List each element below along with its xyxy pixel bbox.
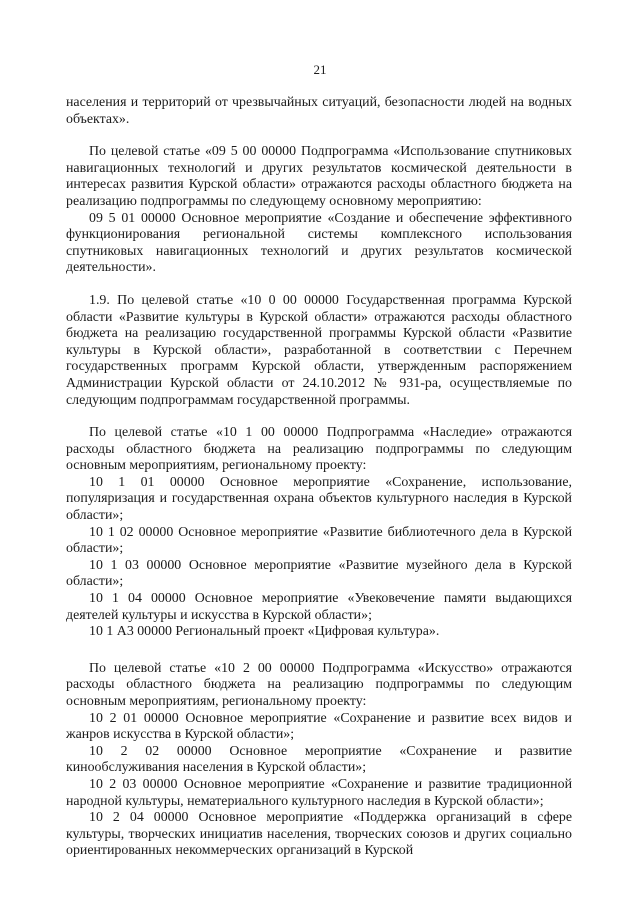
paragraph-11: По целевой статье «10 2 00 00000 Подпрограмма «Искусство» отражаются расходы областного бюджета на реализацию подпрограммы по следующим основным мероприятиям, региональному проекту: [66, 660, 572, 709]
paragraph-15: 10 2 04 00000 Основное мероприятие «Поддержка организаций в сфере культуры, творческих инициатив населения, творческих союзов и других социально ориентированных некоммерческих организаций в Курской [66, 810, 572, 859]
paragraph-3: 09 5 01 00000 Основное мероприятие «Создание и обеспечение эффективного функционирования региональной системы комплексного использования спутниковых навигационных технологий и других результатов космической деятельности». [66, 210, 572, 276]
paragraph-5: По целевой статье «10 1 00 00000 Подпрограмма «Наследие» отражаются расходы областного бюджета на реализацию подпрограммы по следующим основным мероприятиям, региональному проекту: [66, 425, 572, 474]
paragraph-12: 10 2 01 00000 Основное мероприятие «Сохранение и развитие всех видов и жанров искусства в Курской области»; [66, 710, 572, 743]
paragraph-9: 10 1 04 00000 Основное мероприятие «Увековечение памяти выдающихся деятелей культуры и искусства в Курской области»; [66, 591, 572, 623]
paragraph-4: 1.9. По целевой статье «10 0 00 00000 Государственная программа Курской области «Развитие культуры в Курской области» отражаются расходы областного бюджета на реализацию государственной программы Курской области «Развитие культуры в Курской области», разработанной в соответствии с Перечнем государственных программ Курской области, утвержденным распоряжением Администрации Курской области от 24.10.2012 № 931-ра, осуществляемые по следующим подпрограммам государственной программы. [66, 292, 572, 408]
paragraph-10: 10 1 А3 00000 Региональный проект «Цифровая культура». [89, 624, 440, 640]
paragraph-14: 10 2 03 00000 Основное мероприятие «Сохранение и развитие традиционной народной культуры, нематериального культурного наследия в Курской области»; [66, 776, 572, 809]
paragraph-7: 10 1 02 00000 Основное мероприятие «Развитие библиотечного дела в Курской области»; [66, 524, 572, 557]
document-body [66, 95, 572, 860]
paragraph-13: 10 2 02 00000 Основное мероприятие «Сохранение и развитие кинообслуживания населения в Курской области»; [66, 743, 572, 776]
paragraph-6: 10 1 01 00000 Основное мероприятие «Сохранение, использование, популяризация и государственная охрана объектов культурного наследия в Курской области»; [66, 474, 572, 524]
paragraph-8: 10 1 03 00000 Основное мероприятие «Развитие музейного дела в Курской области»; [66, 557, 572, 590]
paragraph-1: населения и территорий от чрезвычайных ситуаций, безопасности людей на водных объектах». [66, 95, 572, 127]
page-number: 21 [313, 62, 327, 77]
paragraph-2: По целевой статье «09 5 00 00000 Подпрограмма «Использование спутниковых навигационных технологий и других результатов космической деятельности в интересах развития Курской области» отражаются расходы областного бюджета на реализацию подпрограммы по следующему основному мероприятию: [66, 144, 572, 209]
